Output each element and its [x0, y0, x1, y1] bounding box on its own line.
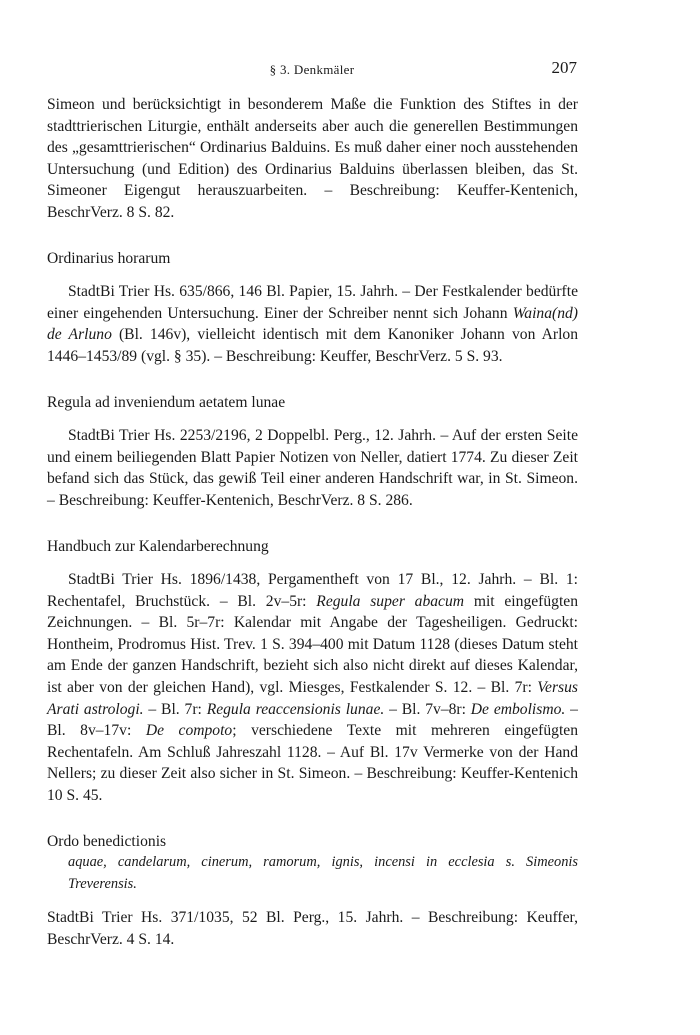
text-segment: StadtBi Trier Hs. 635/866, 146 Bl. Papier, 15. Jahrh. – Der Festkalender bedürfte einer eingehenden Untersuchung. Einer der Schreiber nennt sich Johann [47, 283, 578, 322]
page-body [47, 94, 578, 951]
scribe-name: Waina(nd) de Arluno [47, 304, 578, 344]
regula-lunae-paragraph: StadtBi Trier Hs. 2253/2196, 2 Doppelbl. Perg., 12. Jahrh. – Auf der ersten Seite und einem beiliegenden Blatt Papier Notizen von Neller, datiert 1774. Zu dieser Zeit befand sich das Stück, das gewiß Teil einer anderen Handschrift war, in St. Simeon. – Beschreibung: Keuffer-Kentenich, BeschrVerz. 8 S. 286. [47, 427, 578, 509]
text-segment: – Bl. 8v–17v: [47, 700, 578, 740]
text-segment: – Bl. 7r: [143, 700, 207, 718]
spacer [47, 512, 578, 536]
spacer [47, 368, 578, 392]
ordo-benedictionis-paragraph: StadtBi Trier Hs. 371/1035, 52 Bl. Perg., 15. Jahrh. – Beschreibung: Keuffer, BeschrVerz. 4 S. 14. [47, 909, 578, 948]
kalendarberechnung-paragraph [47, 569, 578, 807]
text-segment: ; verschiedene Texte mit mehreren eingefügten Rechentafeln. Am Schluß Jahreszahl 1128. – Auf Bl. 17v Vermerke von der Hand Nellers; zu dieser Zeit also sicher in St. Simeon. – Beschreibung: Keuffer-Kentenich 10 S. 45. [47, 722, 578, 805]
latin-title: Regula super abacum [316, 592, 465, 610]
section-heading-kalendarberechnung: Handbuch zur Kalendarberechnung [47, 537, 269, 555]
text-segment: (Bl. 146v), vielleicht identisch mit dem Kanoniker Johann von Arlon 1446–1453/89 (vgl. § 35). – Beschreibung: Keuffer, BeschrVerz. 5 S. 93. [47, 326, 579, 365]
latin-title: Regula reaccensionis lunae. [206, 700, 385, 718]
section-heading-regula-lunae: Regula ad inveniendum aetatem lunae [47, 393, 286, 411]
spacer [47, 413, 578, 425]
latin-title: De compoto [145, 722, 233, 740]
latin-title: De embolismo. [470, 700, 566, 718]
section-heading-ordo-benedictionis: Ordo benedictionis [47, 832, 167, 850]
latin-title: Versus Arati astrologi. [47, 679, 578, 718]
text-segment: StadtBi Trier Hs. 1896/1438, Pergamentheft von 17 Bl., 12. Jahrh. – Bl. 1: Rechentafel, Bruchstück. – Bl. 2v–5r: [47, 571, 578, 610]
text-segment: mit eingefügten Zeichnungen. – Bl. 5r–7r: Kalendar mit Angabe der Tagesheiligen. Gedruckt: Hontheim, Prodromus Hist. Trev. 1 S. 394–400 mit Datum 1128 (dieses Datum steht am Ende der ganzen Handschrift, bezieht sich also nicht direkt auf dieses Kalendar, ist aber von der gleichen Hand), vgl. Miesges, Festkalender S. 12. – Bl. 7r: [47, 592, 578, 697]
spacer [47, 224, 578, 248]
ordinarius-horarum-paragraph [47, 281, 578, 367]
text-segment: – Bl. 7v–8r: [384, 700, 471, 718]
page-header [47, 58, 577, 82]
spacer [47, 557, 578, 569]
spacer [47, 807, 578, 831]
page-number: 207 [551, 58, 577, 77]
intro-paragraph: Simeon und berücksichtigt in besonderem Maße die Funktion des Stiftes in der stadttrierischen Liturgie, enthält anderseits aber auch die generellen Bestimmungen des „gesamttrierischen“ Ordinarius Balduins. Es muß daher einer noch ausstehenden Untersuchung (und Edition) des Ordinarius Balduins überlassen bleiben, das St. Simeoner Eigengut herauszuarbeiten. – Beschreibung: Keuffer-Kentenich, BeschrVerz. 8 S. 82. [47, 96, 578, 221]
spacer [47, 895, 578, 907]
spacer [47, 269, 578, 281]
section-heading-ordinarius-horarum: Ordinarius horarum [47, 249, 171, 267]
ordo-benedictionis-subtitle: aquae, candelarum, cinerum, ramorum, ignis, incensi in ecclesia s. Simeonis Treverensis. [68, 854, 578, 892]
running-head: § 3. Denkmäler [269, 62, 355, 77]
